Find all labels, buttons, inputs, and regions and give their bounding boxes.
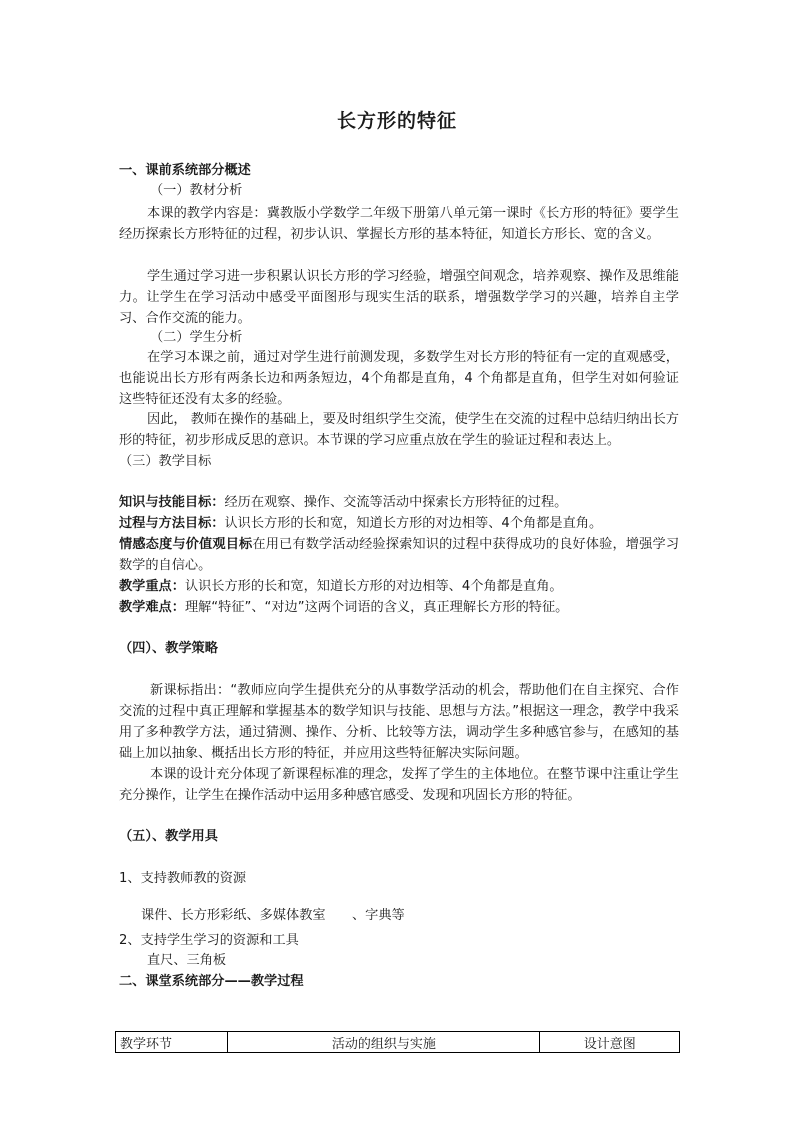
subsection-2-heading: （二）学生分析 [150, 330, 243, 345]
page-title: 长方形的特征 [336, 110, 457, 132]
subsection-3-heading: （三）教学目标 [119, 454, 212, 469]
paragraph-student-analysis-1: 在学习本课之前，通过对学生进行前测发现，多数学生对长方形的特征有一定的直观感受，也能说出长方形有两条长边和两条短边，4个角都是直角，4 个角都是直角，但学生对如何验证这些特征还没有太多的经验。 [119, 350, 679, 407]
table-header-intent: 设计意图 [540, 1032, 680, 1053]
paragraph-textbook-analysis-1: 本课的教学内容是：冀教版小学数学二年级下册第八单元第一课时《长方形的特征》要学生经历探索长方形特征的过程，初步认识、掌握长方形的基本特征，知道长方形长、宽的含义。 [119, 206, 679, 242]
goal-process-text: 认识长方形的长和宽，知道长方形的对边相等、4个角都是直角。 [224, 516, 603, 531]
goal-knowledge-label: 知识与技能目标： [119, 495, 225, 510]
section-1-heading: 一、课前系统部分概述 [119, 163, 251, 178]
teaching-difficulty-text: 理解“特征”、“对边”这两个词语的含义，真正理解长方形的特征。 [184, 600, 569, 615]
teaching-process-table [115, 1031, 680, 1053]
subsection-1-heading: （一）教材分析 [150, 183, 243, 198]
table-header-activity: 活动的组织与实施 [228, 1032, 540, 1053]
goal-process [119, 513, 679, 534]
paragraph-student-analysis-2: 因此， 教师在操作的基础上，要及时组织学生交流，使学生在交流的过程中总结归纳出长方形的特征，初步形成反思的意识。本节课的学习应重点放在学生的验证过程和表达上。 [119, 412, 679, 448]
table-header-row [116, 1032, 680, 1053]
goal-knowledge-text: 经历在观察、操作、交流等活动中探索长方形特征的过程。 [224, 495, 568, 510]
teaching-difficulty [119, 597, 679, 618]
subsection-4-heading: （四）、教学策略 [119, 641, 218, 656]
teacher-resources-items: 课件、长方形彩纸、多媒体教室 、字典等 [141, 908, 405, 923]
teaching-key-point-label: 教学重点： [119, 579, 185, 594]
goal-emotion [119, 534, 679, 576]
paragraph-teaching-strategy-2: 本课的设计充分体现了新课程标准的理念，发挥了学生的主体地位。在整节课中注重让学生充分操作，让学生在操作活动中运用多种感官感受、发现和巩固长方形的特征。 [119, 767, 679, 803]
teaching-key-point [119, 576, 679, 597]
teaching-difficulty-label: 教学难点： [119, 600, 185, 615]
goal-emotion-text: 在用已有数学活动经验探索知识的过程中获得成功的良好体验，增强学习数学的自信心。 [119, 537, 680, 573]
goal-knowledge [119, 492, 679, 513]
student-resources-items: 直尺、三角板 [147, 953, 227, 968]
subsection-5-heading: （五）、教学用具 [119, 829, 218, 844]
teaching-key-point-text: 认识长方形的长和宽，知道长方形的对边相等、4个角都是直角。 [184, 579, 563, 594]
goal-process-label: 过程与方法目标： [119, 516, 225, 531]
paragraph-textbook-analysis-2: 学生通过学习进一步积累认识长方形的学习经验，增强空间观念，培养观察、操作及思维能力。让学生在学习活动中感受平面图形与现实生活的联系，增强数学学习的兴趣，培养自主学习、合作交流的能力。 [119, 269, 679, 326]
student-resources-heading: 2、支持学生学习的资源和工具 [119, 933, 299, 948]
goal-emotion-label: 情感态度与价值观目标 [119, 537, 253, 552]
table-header-stage: 教学环节 [116, 1032, 228, 1053]
paragraph-teaching-strategy-1: 新课标指出：“教师应向学生提供充分的从事数学活动的机会，帮助他们在自主探究、合作交流的过程中真正理解和掌握基本的数学知识与技能、思想与方法。”根据这一理念，教学中我采用了多种教学方法，通过猜测、操作、分析、比较等方法，调动学生多种感官参与，在感知的基础上加以抽象、概括出长方形的特征，并应用这些特征解决实际问题。 [119, 683, 679, 761]
teacher-resources-heading: 1、支持教师教的资源 [119, 871, 247, 886]
section-2-heading: 二、课堂系统部分——教学过程 [119, 974, 304, 989]
